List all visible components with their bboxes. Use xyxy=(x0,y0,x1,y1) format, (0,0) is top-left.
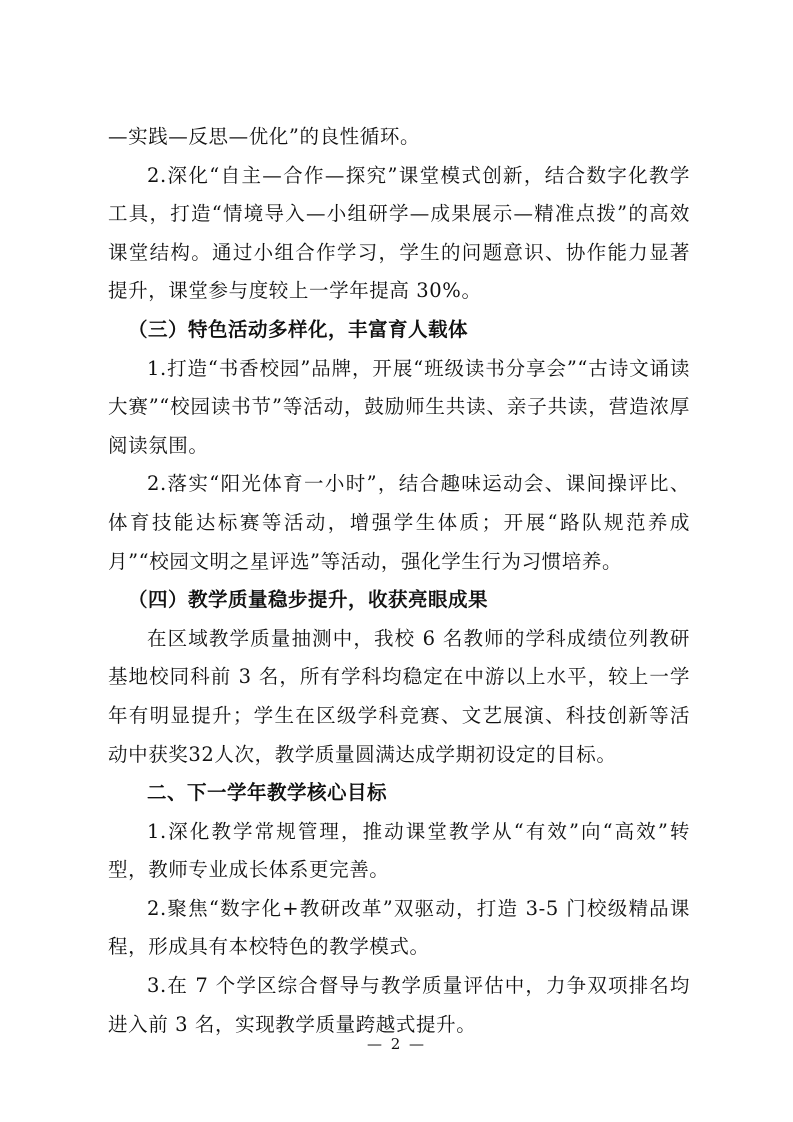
section-heading-4: （四）教学质量稳步提升，收获亮眼成果 xyxy=(128,588,489,612)
chapter-heading-2: 二、下一学年教学核心目标 xyxy=(147,781,388,805)
paragraph-8: 3.在 7 个学区综合督导与教学质量评估中，力争双项排名均进入前 3 名，实现教学质量跨越式提升。 xyxy=(108,974,690,1036)
paragraph-1: —实践—反思—优化”的良性循环。 xyxy=(108,125,421,148)
document-body xyxy=(108,118,690,1044)
paragraph-4: 2.落实“阳光体育一小时”，结合趣味运动会、课间操评比、体育技能达标赛等活动，增强学生体质；开展“路队规范养成月”“校园文明之星评选”等活动，强化学生行为习惯培养。 xyxy=(108,472,690,573)
paragraph-2: 2.深化“自主—合作—探究”课堂模式创新，结合数字化教学工具，打造“情境导入—小组研学—成果展示—精准点拨”的高效课堂结构。通过小组合作学习，学生的问题意识、协作能力显著提升，课堂参与度较上一学年提高 30%。 xyxy=(108,163,690,303)
section-heading-3: （三）特色活动多样化，丰富育人载体 xyxy=(128,317,469,341)
paragraph-7: 2.聚焦“数字化+教研改革”双驱动，打造 3-5 门校级精品课程，形成具有本校特色的教学模式。 xyxy=(108,896,690,959)
page-number: — 2 — xyxy=(366,1035,427,1053)
paragraph-5: 在区域教学质量抽测中，我校 6 名教师的学科成绩位列教研基地校同科前 3 名，所有学科均稳定在中游以上水平，较上一学年有明显提升；学生在区级学科竞赛、文艺展演、科技创新等活动中获奖32人次，教学质量圆满达成学期初设定的目标。 xyxy=(108,626,690,766)
paragraph-6: 1.深化教学常规管理，推动课堂教学从“有效”向“高效”转型，教师专业成长体系更完善。 xyxy=(108,819,690,882)
paragraph-3: 1.打造“书香校园”品牌，开展“班级读书分享会”“古诗文诵读大赛”“校园读书节”等活动，鼓励师生共读、亲子共读，营造浓厚阅读氛围。 xyxy=(108,356,690,457)
